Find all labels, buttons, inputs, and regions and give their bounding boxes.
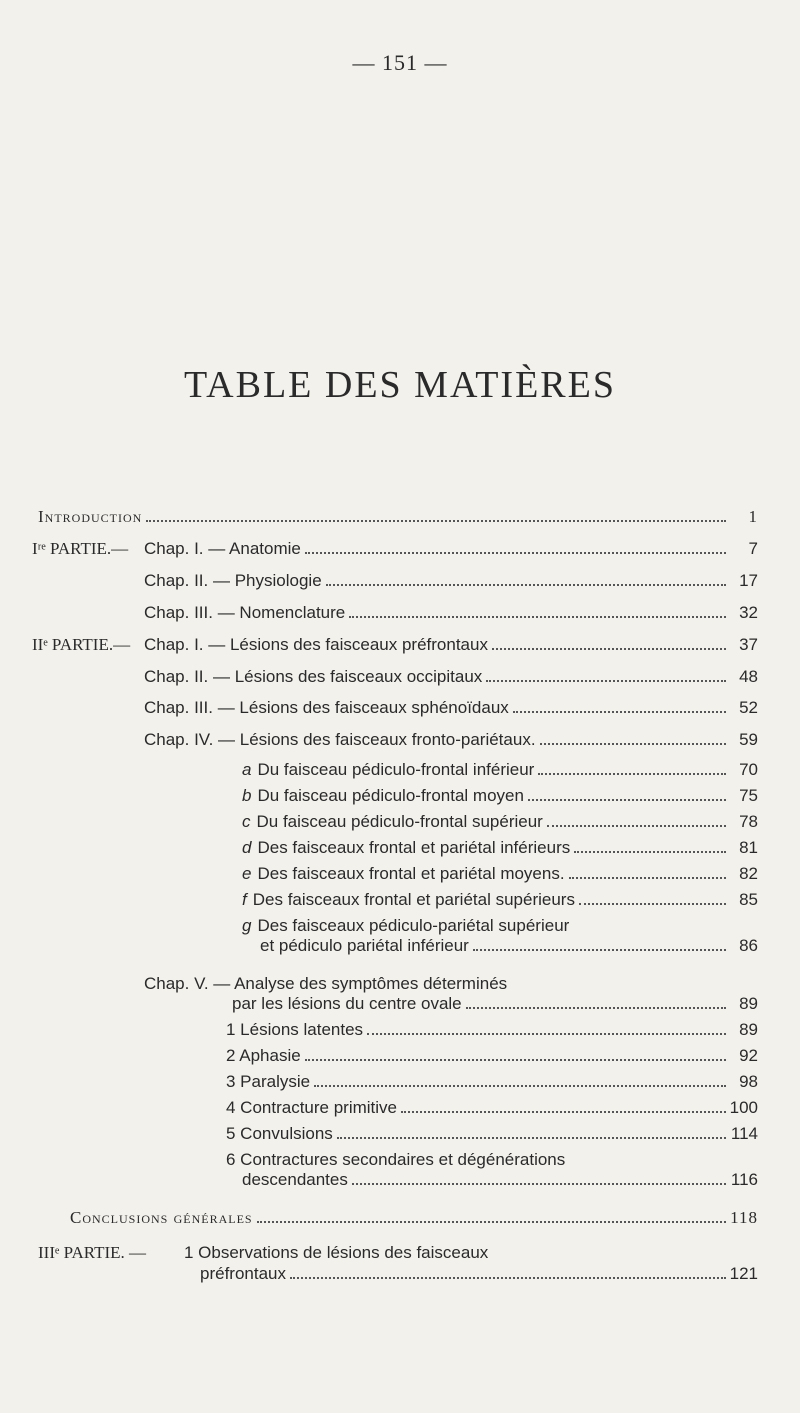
toc-subentry-6-line1[interactable]: 6 Contractures secondaires et dégénérations xyxy=(226,1150,566,1169)
toc-entry-text: descendantes xyxy=(242,1170,348,1189)
toc-page-number: 118 xyxy=(730,1208,758,1227)
dot-leader xyxy=(540,743,726,745)
dot-leader xyxy=(574,851,726,853)
toc-entry-chap5-line2[interactable] xyxy=(232,994,758,1014)
dot-leader xyxy=(569,877,726,879)
toc-page-number: 17 xyxy=(739,571,758,590)
dot-leader xyxy=(538,773,726,775)
toc-subentry-g-line2[interactable] xyxy=(260,936,758,956)
toc-entry-text: Des faisceaux pédiculo-pariétal supérieur xyxy=(257,916,570,935)
toc-subentry[interactable] xyxy=(226,1020,758,1040)
part-label-3: IIIᵉ PARTIE. — xyxy=(38,1243,147,1262)
toc-entry-part3-line2[interactable] xyxy=(200,1264,758,1284)
toc-page-number: 32 xyxy=(739,603,758,622)
toc-page-number: 52 xyxy=(739,698,758,717)
toc-subentry[interactable] xyxy=(242,864,758,884)
toc-entry-text: Des faisceaux frontal et pariétal moyens. xyxy=(257,864,565,883)
toc-entry-text: Chap. III. — Nomenclature xyxy=(144,603,346,622)
toc-entry-text: Chap. III. — Lésions des faisceaux sphénoïdaux xyxy=(144,698,509,717)
toc-subentry-g-line1[interactable] xyxy=(242,916,569,936)
dot-leader xyxy=(349,616,726,618)
toc-entry-text: Chap. I. — Lésions des faisceaux préfrontaux xyxy=(144,635,488,654)
toc-page-number: 59 xyxy=(739,730,758,749)
toc-entry-part3-line1[interactable]: 1 Observations de lésions des faisceaux xyxy=(184,1243,489,1262)
toc-page-number: 37 xyxy=(739,635,758,654)
toc-entry-text: Des faisceaux frontal et pariétal inférieurs xyxy=(257,838,571,857)
dot-leader xyxy=(290,1277,726,1279)
toc-subentry[interactable] xyxy=(242,786,758,806)
toc-entry-text: Chap. IV. — Lésions des faisceaux fronto-pariétaux. xyxy=(144,730,536,749)
toc-entry-chap5-line1[interactable]: Chap. V. — Analyse des symptômes déterminés xyxy=(144,974,508,993)
sub-letter: e xyxy=(242,864,252,883)
toc-page-number: 121 xyxy=(729,1264,758,1283)
toc-entry-text: 5 Convulsions xyxy=(226,1124,333,1143)
toc-page-number: 114 xyxy=(730,1124,758,1143)
dot-leader xyxy=(146,520,726,522)
dot-leader xyxy=(314,1085,726,1087)
page-title: TABLE DES MATIÈRES xyxy=(184,364,616,406)
toc-entry-text: Chap. II. — Lésions des faisceaux occipitaux xyxy=(144,667,483,686)
dot-leader xyxy=(326,584,726,586)
toc-subentry[interactable] xyxy=(226,1072,758,1092)
dot-leader xyxy=(337,1137,726,1139)
toc-entry-text: 3 Paralysie xyxy=(226,1072,311,1091)
dot-leader xyxy=(257,1221,726,1223)
sub-letter: g xyxy=(242,916,252,935)
dot-leader xyxy=(305,552,726,554)
toc-page-number: 70 xyxy=(739,760,758,779)
dot-leader xyxy=(513,711,726,713)
toc-entry-text: 2 Aphasie xyxy=(226,1046,301,1065)
toc-entry-text: Conclusions générales xyxy=(70,1208,253,1227)
toc-entry-text: et pédiculo pariétal inférieur xyxy=(260,936,469,955)
toc-entry-introduction[interactable] xyxy=(38,507,758,527)
toc-page-number: 78 xyxy=(739,812,758,831)
toc-page-number: 81 xyxy=(739,838,758,857)
toc-subentry[interactable] xyxy=(242,760,758,780)
toc-entry[interactable] xyxy=(144,603,758,623)
toc-subentry-6-line2[interactable] xyxy=(242,1170,758,1190)
toc-entry-text: Du faisceau pédiculo-frontal inférieur xyxy=(257,760,535,779)
toc-entry[interactable] xyxy=(144,571,758,591)
toc-page-number: 100 xyxy=(729,1098,758,1117)
dot-leader xyxy=(547,825,726,827)
toc-subentry[interactable] xyxy=(242,838,758,858)
toc-page-number: 92 xyxy=(739,1046,758,1065)
sub-letter: b xyxy=(242,786,252,805)
toc-entry-text: Introduction xyxy=(38,507,143,526)
toc-entry-text: Des faisceaux frontal et pariétal supérieurs xyxy=(252,890,575,909)
toc-entry-conclusions[interactable] xyxy=(70,1208,758,1228)
toc-page-number: 116 xyxy=(730,1170,758,1189)
sub-letter: f xyxy=(242,890,247,909)
toc-page-number: 98 xyxy=(739,1072,758,1091)
toc-entry-text: Du faisceau pédiculo-frontal supérieur xyxy=(256,812,543,831)
toc-subentry[interactable] xyxy=(226,1046,758,1066)
dot-leader xyxy=(367,1033,726,1035)
toc-page-number: 82 xyxy=(739,864,758,883)
dot-leader xyxy=(466,1007,726,1009)
toc-subentry[interactable] xyxy=(242,812,758,832)
toc-entry[interactable] xyxy=(144,667,758,687)
sub-letter: a xyxy=(242,760,252,779)
toc-page-number: 1 xyxy=(748,507,758,526)
toc-page-number: 85 xyxy=(739,890,758,909)
toc-page-number: 48 xyxy=(739,667,758,686)
toc-page-number: 89 xyxy=(739,1020,758,1039)
toc-entry[interactable] xyxy=(144,635,758,655)
toc-subentry[interactable] xyxy=(242,890,758,910)
toc-page-number: 75 xyxy=(739,786,758,805)
page-number: — 151 — xyxy=(352,50,448,75)
toc-page-number: 86 xyxy=(739,936,758,955)
toc-page-number: 89 xyxy=(739,994,758,1013)
toc-entry[interactable] xyxy=(144,698,758,718)
part-label-2: IIᵉ PARTIE.— xyxy=(32,635,131,654)
dot-leader xyxy=(579,903,726,905)
toc-entry[interactable] xyxy=(144,730,758,750)
dot-leader xyxy=(528,799,726,801)
toc-subentry[interactable] xyxy=(226,1098,758,1118)
dot-leader xyxy=(352,1183,726,1185)
toc-entry-text: Chap. I. — Anatomie xyxy=(144,539,301,558)
dot-leader xyxy=(492,648,726,650)
toc-entry-text: par les lésions du centre ovale xyxy=(232,994,462,1013)
toc-entry-text: 1 Lésions latentes xyxy=(226,1020,364,1039)
dot-leader xyxy=(305,1059,726,1061)
toc-page-number: 7 xyxy=(748,539,758,558)
sub-letter: c xyxy=(242,812,251,831)
toc-entry-text: Du faisceau pédiculo-frontal moyen xyxy=(257,786,524,805)
part-label-1: Iʳᵉ PARTIE.— xyxy=(32,539,129,558)
dot-leader xyxy=(473,949,726,951)
dot-leader xyxy=(486,680,726,682)
toc-subentry[interactable] xyxy=(226,1124,758,1144)
toc-entry[interactable] xyxy=(144,539,758,559)
dot-leader xyxy=(401,1111,726,1113)
toc-entry-text: 4 Contracture primitive xyxy=(226,1098,398,1117)
toc-entry-text: Chap. II. — Physiologie xyxy=(144,571,322,590)
sub-letter: d xyxy=(242,838,252,857)
toc-entry-text: préfrontaux xyxy=(200,1264,286,1283)
